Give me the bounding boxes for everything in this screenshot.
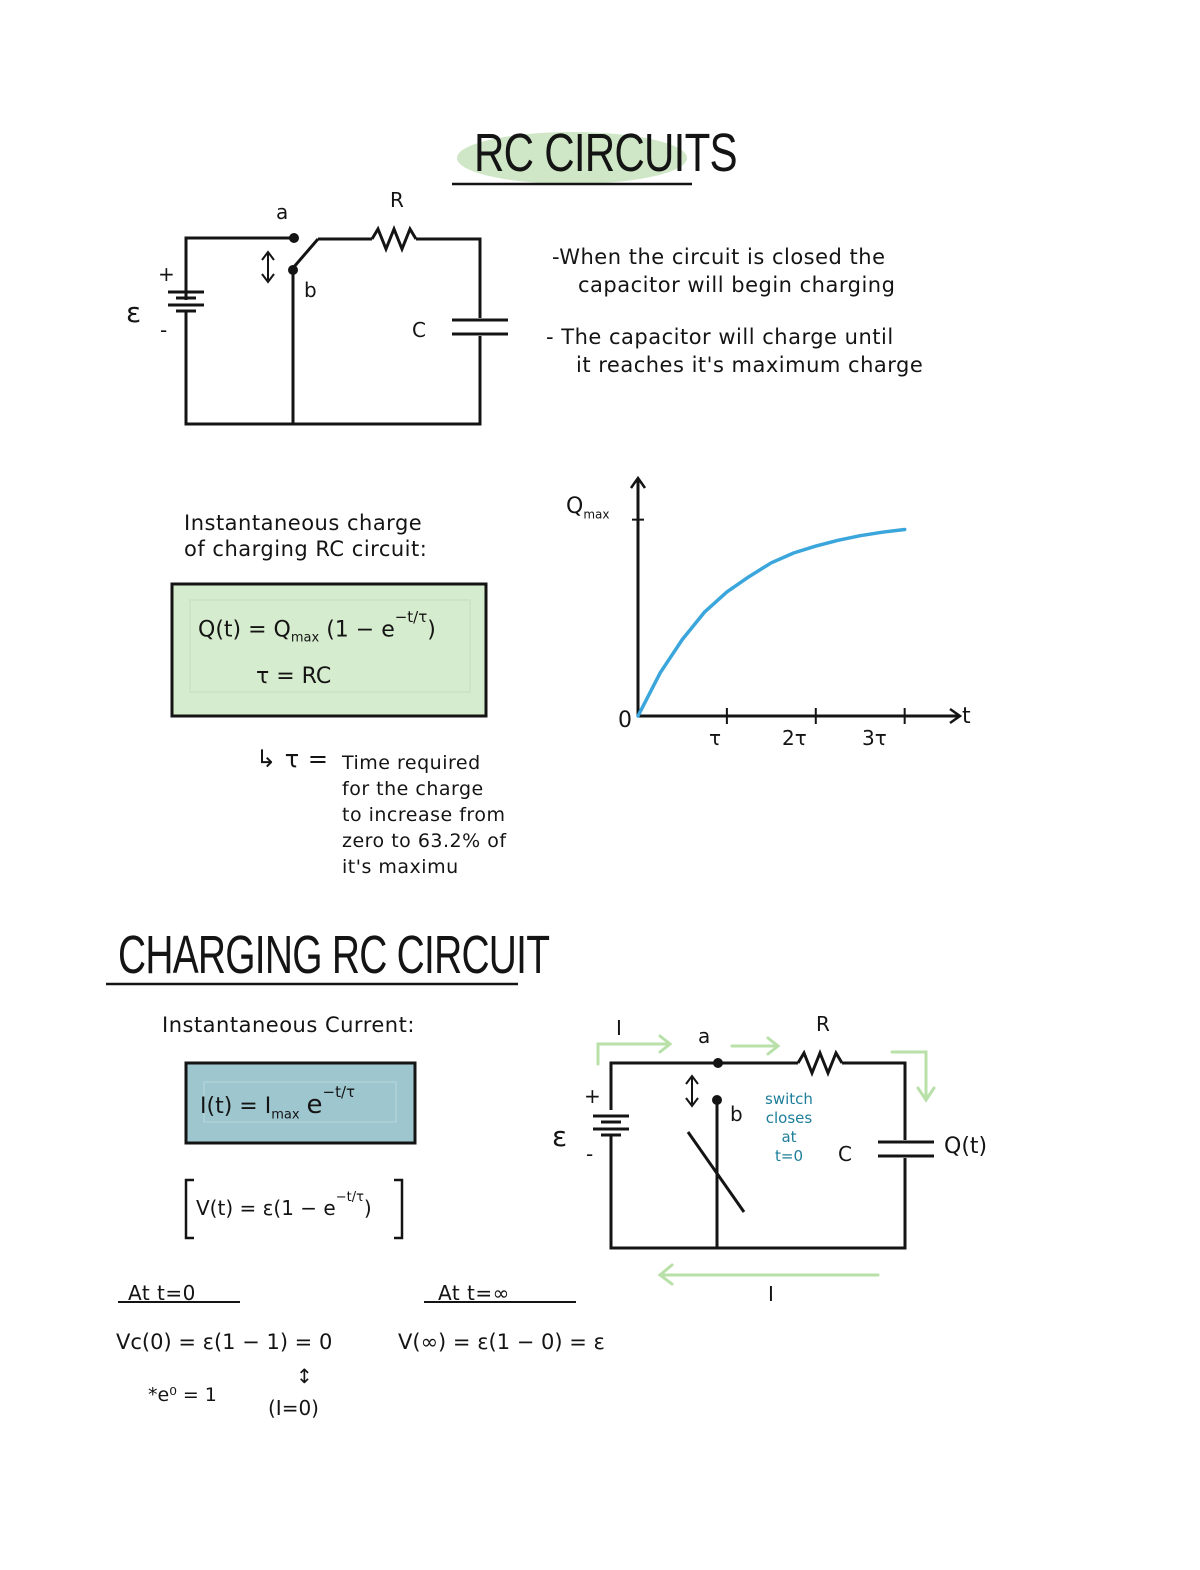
current-eq-e: e	[306, 1090, 323, 1120]
current-equation	[200, 1082, 356, 1123]
c2-label-i-bottom: I	[768, 1282, 774, 1306]
note-current-zero: (I=0)	[268, 1396, 319, 1420]
chart-xtick-2: 2τ	[782, 726, 807, 750]
chart-xtick-1: τ	[709, 726, 722, 750]
charge-formula-box	[172, 584, 486, 716]
v-at-zero-equation: Vc(0) = ε(1 − 1) = 0	[116, 1330, 333, 1354]
tau-def-line-4: zero to 63.2% of	[342, 830, 507, 852]
tau-def-line-3: to increase from	[342, 804, 506, 826]
section2-title: CHARGING RC CIRCUIT	[118, 925, 550, 985]
charge-heading-line1: Instantaneous charge	[184, 511, 423, 535]
charge-curve-chart	[631, 478, 960, 724]
c2-label-a: a	[698, 1024, 711, 1048]
current-eq-sub: max	[271, 1107, 300, 1123]
voltage-eq-close: )	[363, 1196, 372, 1220]
switch-note-1: switch	[765, 1090, 813, 1108]
current-eq-lhs: I(t) = I	[200, 1094, 272, 1119]
c1-label-minus: -	[160, 318, 168, 342]
chart-ylabel-main: Q	[566, 494, 584, 519]
note-e-zero: *e⁰ = 1	[148, 1384, 217, 1406]
charge-eq-lhs: Q(t) = Q	[198, 617, 291, 643]
chart-origin-label: 0	[618, 708, 632, 733]
switch-note-2: closes	[765, 1109, 813, 1127]
switch-note-3: at	[781, 1128, 797, 1146]
chart-xlabel: t	[962, 704, 971, 729]
switch-note	[754, 1090, 824, 1166]
at-inf-heading: At t=∞	[438, 1281, 510, 1305]
voltage-eq-exp: −t/τ	[335, 1190, 364, 1206]
note-line-1: -When the circuit is closed the	[552, 245, 886, 269]
c1-label-r: R	[390, 188, 404, 212]
c2-label-b: b	[730, 1102, 743, 1126]
tau-def-prefix: ↳ τ =	[256, 745, 329, 773]
charge-heading-line2: of charging RC circuit:	[184, 537, 428, 561]
current-heading: Instantaneous Current:	[162, 1013, 415, 1037]
tau-def-line-2: for the charge	[342, 778, 484, 800]
circuit-1-diagram	[168, 229, 508, 424]
chart-ylabel-sub: max	[583, 507, 610, 522]
current-eq-exp: −t/τ	[322, 1082, 356, 1101]
updown-arrow: ↕	[296, 1364, 313, 1388]
c1-label-emf: ε	[126, 296, 142, 329]
tau-equation: τ = RC	[256, 664, 332, 689]
note-line-4: it reaches it's maximum charge	[576, 353, 924, 377]
page-title: RC CIRCUITS	[474, 123, 737, 183]
c2-label-minus: -	[586, 1142, 594, 1166]
chart-series-line	[638, 530, 905, 717]
voltage-eq-main: V(t) = ε(1 − e	[196, 1196, 336, 1220]
tau-def-line-1: Time required	[342, 752, 481, 774]
c2-label-plus: +	[584, 1084, 601, 1108]
c2-label-q: Q(t)	[944, 1134, 988, 1159]
charge-equation	[198, 608, 436, 646]
chart-ylabel	[566, 494, 609, 521]
c2-label-r: R	[816, 1012, 830, 1036]
chart-xtick-3: 3τ	[862, 726, 887, 750]
tau-def-line-5: it's maximu	[342, 856, 459, 878]
charge-eq-paren: (1 − e	[326, 617, 395, 643]
c1-label-c: C	[412, 318, 426, 342]
c2-label-emf: ε	[552, 1120, 568, 1153]
c1-label-b: b	[304, 278, 317, 302]
c1-label-plus: +	[158, 262, 175, 286]
c2-label-c: C	[838, 1142, 852, 1166]
charge-eq-close: )	[427, 617, 436, 643]
voltage-equation	[196, 1190, 372, 1220]
charge-eq-sub: max	[290, 630, 320, 646]
v-at-inf-equation: V(∞) = ε(1 − 0) = ε	[398, 1330, 605, 1354]
at-zero-heading: At t=0	[128, 1281, 196, 1305]
tau-definition	[342, 750, 507, 880]
c1-label-a: a	[276, 200, 289, 224]
note-line-3: - The capacitor will charge until	[546, 325, 894, 349]
note-line-2: capacitor will begin charging	[578, 273, 896, 297]
c2-label-i-top: I	[616, 1016, 622, 1040]
switch-note-4: t=0	[775, 1147, 803, 1165]
charge-eq-exp: −t/τ	[394, 608, 428, 626]
